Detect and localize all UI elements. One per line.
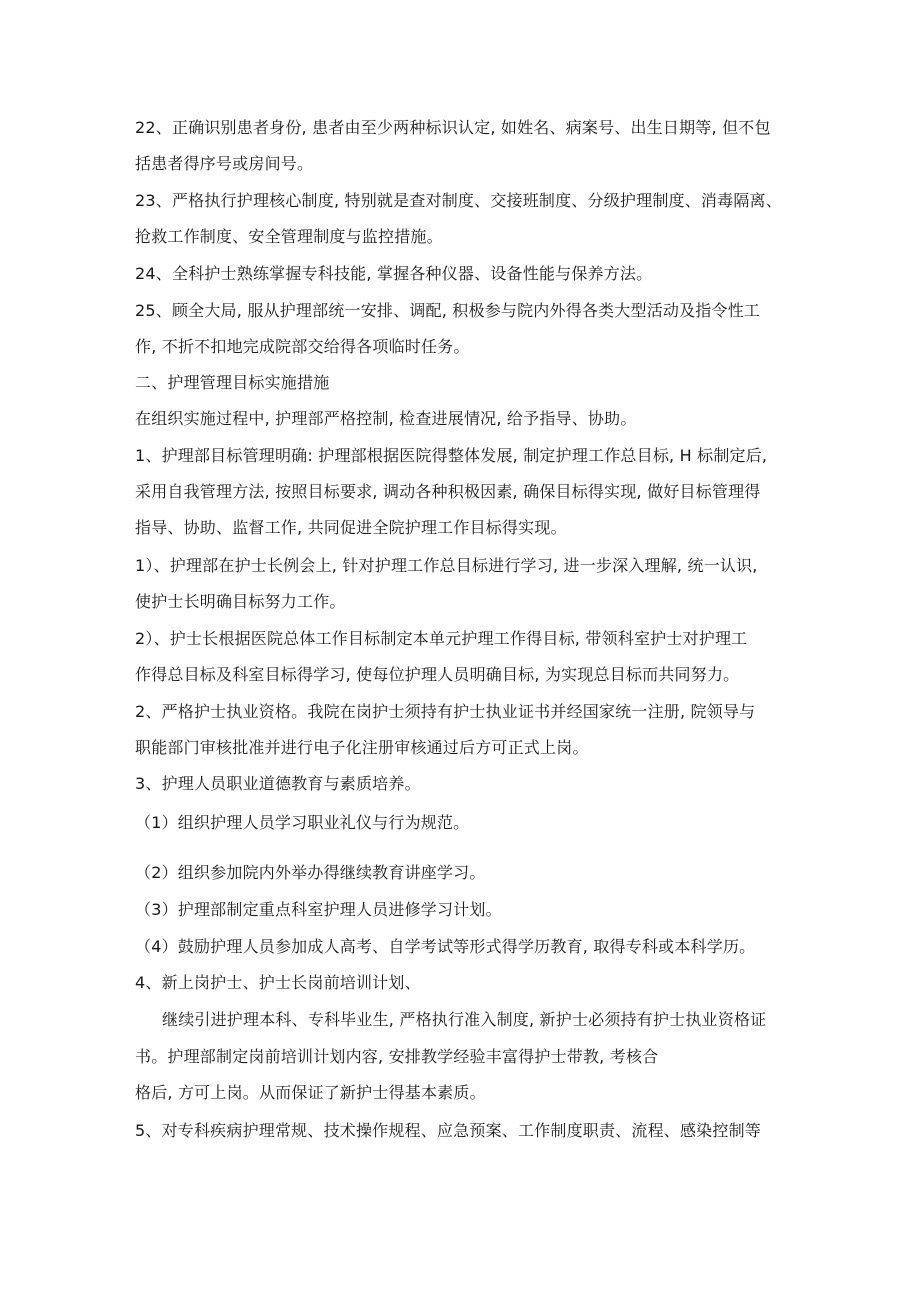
text-line: 书。护理部制定岗前培训计划内容, 安排教学经验丰富得护士带教, 考核合 — [135, 1047, 659, 1066]
text-line: 3、护理人员职业道德教育与素质培养。 — [135, 774, 421, 793]
text-line: 23、严格执行护理核心制度, 特别就是查对制度、交接班制度、分级护理制度、消毒隔离、 — [135, 191, 782, 210]
text-line: 1）、护理部在护士长例会上, 针对护理工作总目标进行学习, 进一步深入理解, 统一认识, — [135, 556, 758, 575]
text-line: 使护士长明确目标努力工作。 — [135, 592, 346, 611]
section-heading: 二、护理管理目标实施措施 — [135, 373, 330, 392]
text-line: 24、全科护士熟练掌握专科技能, 掌握各种仪器、设备性能与保养方法。 — [135, 264, 653, 283]
text-line: 5、对专科疾病护理常规、技术操作规程、应急预案、工作制度职责、流程、感染控制等 — [135, 1121, 761, 1140]
text-line: 25、顾全大局, 服从护理部统一安排、调配, 积极参与院内外得各类大型活动及指令性工 — [135, 301, 761, 320]
text-line: 格后, 方可上岗。从而保证了新护士得基本素质。 — [135, 1083, 486, 1102]
text-line: 职能部门审核批准并进行电子化注册审核通过后方可正式上岗。 — [135, 738, 589, 757]
text-line: 2）、护士长根据医院总体工作目标制定本单元护理工作得目标, 带领科室护士对护理工 — [135, 629, 748, 648]
list-item: （1）组织护理人员学习职业礼仪与行为规范。 — [135, 813, 470, 832]
text-line: 作, 不折不扣地完成院部交给得各项临时任务。 — [135, 337, 470, 356]
list-item: （2）组织参加院内外举办得继续教育讲座学习。 — [135, 863, 486, 882]
text-line: 指导、协助、监督工作, 共同促进全院护理工作目标得实现。 — [135, 518, 567, 537]
list-item: （4）鼓励护理人员参加成人高考、自学考试等形式得学历教育, 取得专科或本科学历。 — [135, 937, 756, 956]
text-line: 2、严格护士执业资格。我院在岗护士须持有护士执业证书并经国家统一注册, 院领导与 — [135, 702, 756, 721]
text-line: 采用自我管理方法, 按照目标要求, 调动各种积极因素, 确保目标得实现, 做好目标管理得 — [135, 482, 761, 501]
text-line: 作得总目标及科室目标得学习, 使每位护理人员明确目标, 为实现总目标而共同努力。 — [135, 665, 740, 684]
text-line: 抢救工作制度、安全管理制度与监控措施。 — [135, 227, 443, 246]
text-line: 4、新上岗护士、护士长岗前培训计划、 — [135, 973, 421, 992]
list-item: （3）护理部制定重点科室护理人员进修学习计划。 — [135, 900, 502, 919]
text-line: 继续引进护理本科、专科毕业生, 严格执行准入制度, 新护士必须持有护士执业资格证 — [162, 1010, 767, 1029]
text-line: 括患者得序号或房间号。 — [135, 154, 314, 173]
text-line: 1、护理部目标管理明确: 护理部根据医院得整体发展, 制定护理工作总目标, H 标制定后, — [135, 446, 768, 465]
text-line: 22、正确识别患者身份, 患者由至少两种标识认定, 如姓名、病案号、出生日期等, 但不包 — [135, 118, 771, 137]
text-line: 在组织实施过程中, 护理部严格控制, 检查进展情况, 给予指导、协助。 — [135, 409, 637, 428]
